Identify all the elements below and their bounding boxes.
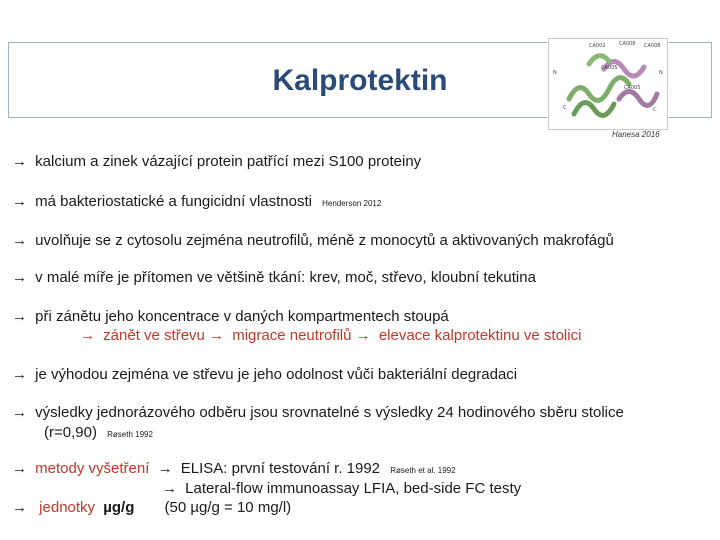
- page-title: Kalprotektin: [272, 64, 448, 97]
- bullet-line: [12, 460, 456, 477]
- arrow-icon: →: [162, 480, 177, 497]
- protein-label: C: [563, 105, 567, 111]
- arrow-icon: →: [157, 460, 173, 477]
- bullet-continuation: [44, 424, 153, 441]
- bullet-line: [12, 499, 291, 516]
- bullet-line: [12, 308, 449, 325]
- arrow-icon: →: [12, 269, 27, 286]
- bullet-text: je výhodou zejména ve střevu je jeho odolnost vůči bakteriální degradaci: [35, 366, 518, 383]
- protein-label: N: [659, 70, 663, 76]
- bullet-text: migrace neutrofilů: [232, 327, 352, 344]
- arrow-icon: →: [209, 327, 225, 344]
- bullet-text: (50 µg/g = 10 mg/l): [164, 499, 292, 516]
- bullet-line: [12, 153, 421, 170]
- citation: Røseth et al. 1992: [390, 466, 456, 475]
- arrow-icon: →: [12, 366, 27, 383]
- arrow-icon: →: [12, 308, 27, 325]
- arrow-icon: →: [12, 153, 27, 170]
- bullet-text: uvolňuje se z cytosolu zejména neutrofilů, méně z monocytů a aktivovaných makrofágů: [35, 232, 614, 249]
- sub-bullet-line: [80, 327, 581, 344]
- arrow-icon: →: [80, 327, 95, 344]
- protein-ribbon-diagram: [549, 39, 667, 129]
- bullet-text: v malé míře je přítomen ve většině tkání: krev, moč, střevo, kloubní tekutina: [35, 269, 536, 286]
- image-credit: Hanesa 2016: [612, 130, 660, 139]
- bullet-line: [12, 193, 381, 210]
- protein-label: CA005: [624, 85, 641, 91]
- protein-structure-image: [548, 38, 668, 130]
- unit-label: µg/g: [103, 499, 135, 516]
- citation: Røseth 1992: [107, 430, 153, 439]
- bullet-text: ELISA: první testování r. 1992: [180, 460, 381, 477]
- protein-label: CA005: [601, 65, 618, 71]
- protein-label: N: [553, 70, 557, 76]
- bullet-text: Lateral-flow immunoassay LFIA, bed-side FC testy: [185, 480, 522, 497]
- bullet-text: kalcium a zinek vázající protein patřící mezi S100 proteiny: [35, 153, 422, 170]
- citation: Henderson 2012: [322, 199, 382, 208]
- arrow-icon: →: [12, 193, 27, 210]
- bullet-text: při zánětu jeho koncentrace v daných kompartmentech stoupá: [35, 308, 449, 325]
- protein-label: C: [653, 107, 657, 113]
- protein-label: CA008: [619, 41, 636, 47]
- bullet-text: zánět ve střevu: [103, 327, 205, 344]
- protein-label: CA002: [589, 43, 606, 49]
- bullet-text: má bakteriostatické a fungicidní vlastnosti: [35, 193, 312, 210]
- arrow-icon: →: [12, 232, 27, 249]
- bullet-text: elevace kalprotektinu ve stolici: [378, 327, 582, 344]
- arrow-icon: →: [12, 499, 27, 516]
- highlight-text: jednotky: [39, 499, 96, 516]
- arrow-icon: →: [12, 460, 27, 477]
- sub-bullet-line: [162, 480, 521, 497]
- bullet-line: [12, 232, 614, 249]
- arrow-icon: →: [355, 327, 371, 344]
- bullet-line: [12, 269, 536, 286]
- bullet-line: [12, 404, 624, 421]
- bullet-text: výsledky jednorázového odběru jsou srovnatelné s výsledky 24 hodinového sběru stolice: [35, 404, 624, 421]
- protein-label: CA008: [644, 43, 661, 49]
- highlight-text: metody vyšetření: [35, 460, 150, 477]
- bullet-line: [12, 366, 517, 383]
- arrow-icon: →: [12, 404, 27, 421]
- correlation-value: (r=0,90): [44, 424, 97, 441]
